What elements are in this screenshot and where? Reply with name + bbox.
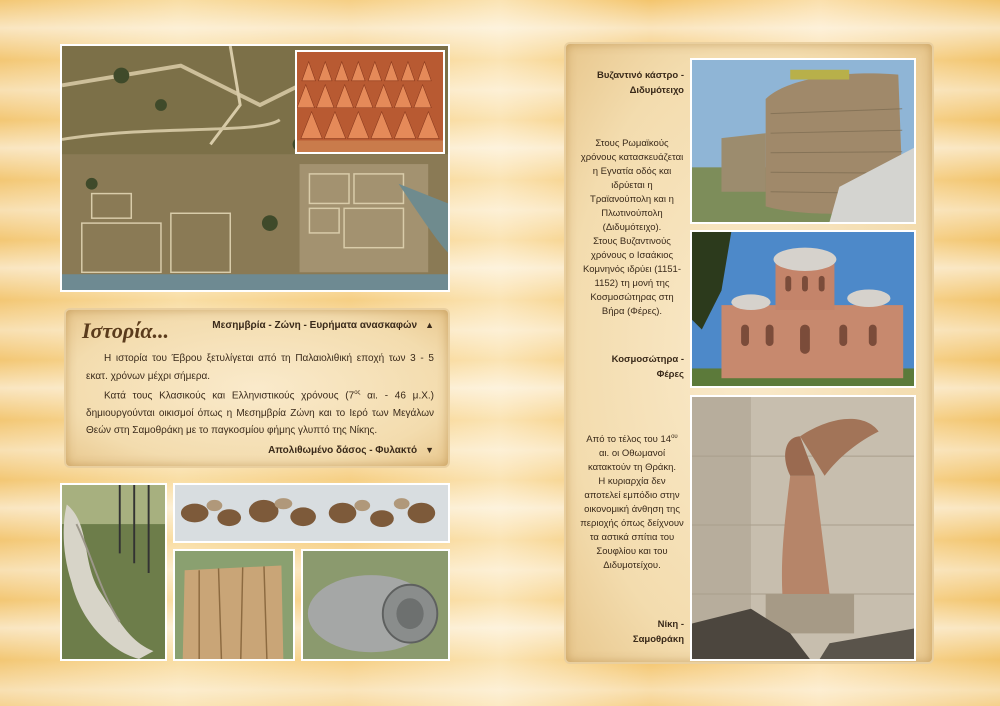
text-ottoman-sup: ου — [671, 434, 678, 440]
history-text — [86, 350, 434, 440]
caption1-line2: Διδυμότειχο — [629, 85, 684, 96]
history-paragraph-2 — [86, 385, 434, 440]
bottom-link-label: Απολιθωμένο δάσος - Φυλακτό — [268, 445, 418, 456]
caption-byzantine-castle — [580, 68, 684, 98]
petrified-stump-photo — [173, 549, 295, 661]
fossils-display-photo — [173, 483, 450, 543]
text-roman-byzantine — [580, 137, 684, 319]
history-paragraph-2-b: αι. - 46 μ.Χ.) δημιουργούνται οικισμοί όπως η Μεσημβρία Ζώνη και το Ιερό των Μεγάλων Θεών στη Σαμοθράκη με το παγκοσμίου φήμης γλυπτό της Νίκης. — [86, 390, 434, 437]
caption1-line1: Βυζαντινό κάστρο - — [596, 70, 684, 81]
history-paragraph-1: Η ιστορία του Έβρου ξετυλίγεται από τη Παλαιολιθική εποχή των 3 - 5 εκατ. χρόνων μέχρι σήμερα. — [86, 353, 434, 382]
history-title: Ιστορία... — [82, 318, 169, 343]
text-ottoman-1b: αι. οι Οθωμανοί κατακτούν τη Θράκη. — [587, 448, 677, 474]
caption-kosmosotira — [580, 352, 684, 382]
triangle-up-icon: ▲ — [425, 320, 434, 330]
text-byzantine: Στους Βυζαντινούς χρόνους ο Ισαάκιος Κομνηνός ιδρύει (1151-1152) τη μονή της Κοσμοσώτηρας στη Βήρα (Φέρες). — [582, 236, 681, 317]
history-paragraph-2-sup: ος — [354, 390, 361, 396]
byzantine-castle-photo — [690, 58, 916, 224]
petrified-trunk-photo — [60, 483, 167, 661]
text-ottoman — [580, 430, 684, 573]
petrified-log-photo — [301, 549, 450, 661]
link-petrified-forest[interactable] — [268, 445, 434, 456]
caption3-line1: Νίκη - — [657, 619, 684, 630]
text-ottoman-1a: Από το τέλος του 14 — [586, 434, 672, 446]
caption2-line1: Κοσμοσώτηρα - — [611, 354, 684, 365]
history-paragraph-2-a: Κατά τους Κλασικούς και Ελληνιστικούς χρόνους (7 — [104, 390, 355, 402]
triangle-down-icon: ▼ — [425, 445, 434, 455]
caption-nike — [580, 617, 684, 647]
kosmosotira-church-photo — [690, 230, 916, 388]
history-panel — [66, 310, 448, 466]
amphorae-photo — [295, 50, 445, 154]
caption2-line2: Φέρες — [656, 369, 684, 380]
text-roman: Στους Ρωμαϊκούς χρόνους κατασκευάζεται η Εγνατία οδός και ιδρύεται η Τραϊανούπολη και η Πλωτινούπολη (Διδυμότειχο). — [580, 138, 684, 233]
nike-samothrace-photo — [690, 395, 916, 661]
text-ottoman-2: Η κυριαρχία δεν αποτελεί εμπόδιο στην οικονομική άνθηση της περιοχής όπως δείχνουν τα αστικά σπίτια του Σουφλίου και του Διδυμοτείχου. — [580, 476, 684, 572]
top-link-label: Μεσημβρία - Ζώνη - Ευρήματα ανασκαφών — [212, 320, 418, 331]
text-ottoman-1 — [580, 430, 684, 475]
caption3-line2: Σαμοθράκη — [632, 634, 684, 645]
link-mesimvria-zoni[interactable] — [212, 320, 434, 331]
